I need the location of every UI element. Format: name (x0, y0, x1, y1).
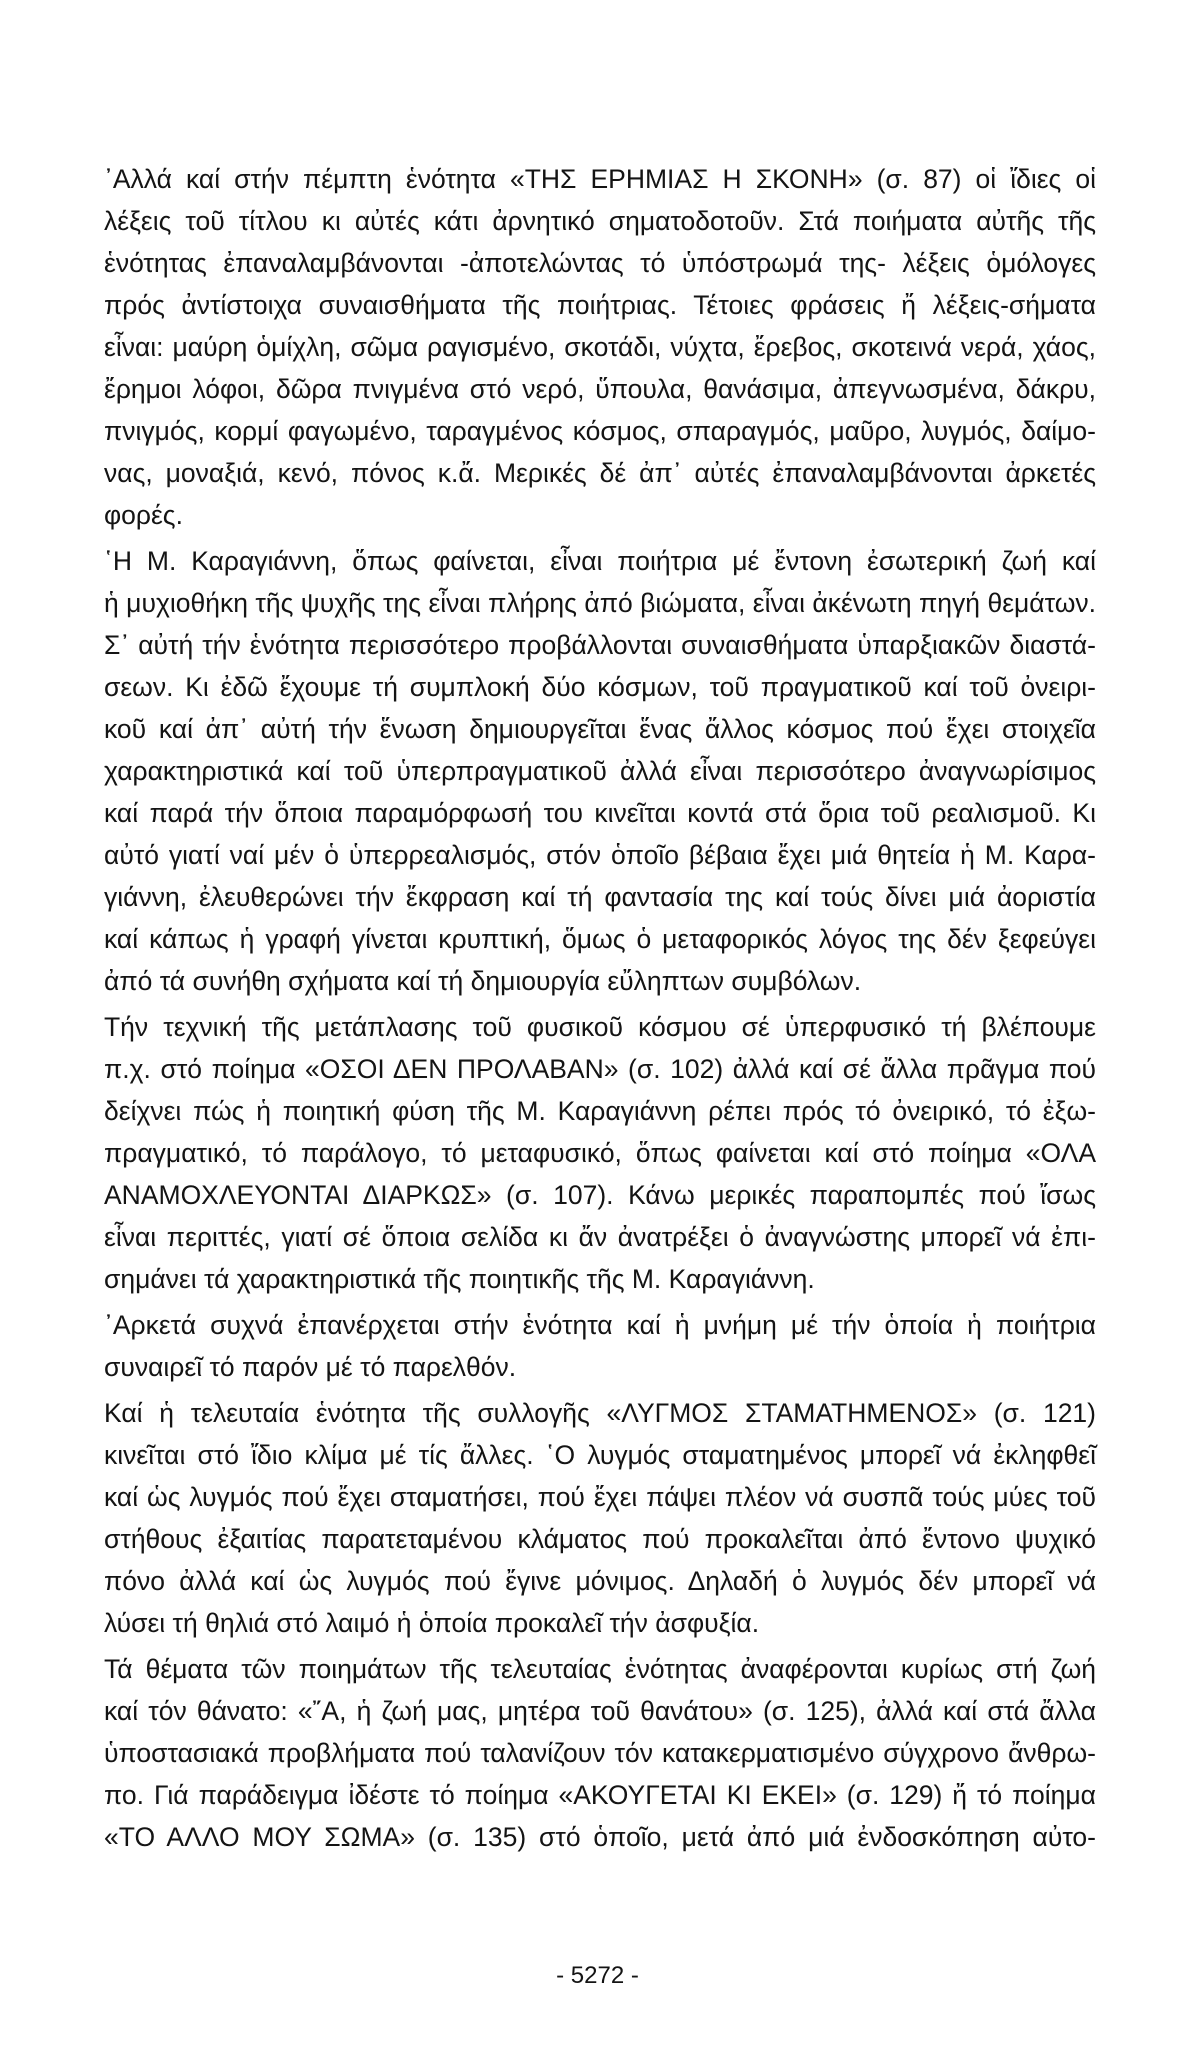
text-line: δείχνει πώς ἡ ποιητική φύση τῆς Μ. Καραγιάννη ρέπει πρός τό ὀνειρικό, τό ἐξω- (104, 1096, 1096, 1126)
text-line: πραγματικό, τό παράλογο, τό μεταφυσικό, ὅπως φαίνεται καί στό ποίημα «ΟΛΑ (104, 1138, 1096, 1168)
text-line: κοῦ καί ἀπ᾿ αὐτή τήν ἕνωση δημιουργεῖται ἕνας ἄλλος κόσμος πού ἔχει στοιχεῖα (104, 714, 1096, 744)
text-line: Τήν τεχνική τῆς μετάπλασης τοῦ φυσικοῦ κόσμου σέ ὑπερφυσικό τή βλέπουμε (104, 1012, 1096, 1042)
text-line: ὑποστασιακά προβλήματα πού ταλανίζουν τόν κατακερματισμένο σύγχρονο ἄνθρω- (104, 1738, 1096, 1768)
text-line: πόνο ἀλλά καί ὡς λυγμός πού ἔγινε μόνιμος. Δηλαδή ὁ λυγμός δέν μπορεῖ νά (104, 1566, 1096, 1596)
text-line: αὐτό γιατί ναί μέν ὁ ὑπερρεαλισμός, στόν ὁποῖο βέβαια ἔχει μιά θητεία ἡ Μ. Καρα- (104, 840, 1096, 870)
text-line: Τά θέματα τῶν ποιημάτων τῆς τελευταίας ἑνότητας ἀναφέρονται κυρίως στή ζωή (104, 1654, 1096, 1684)
text-line: νας, μοναξιά, κενό, πόνος κ.ἄ. Μερικές δέ ἀπ᾿ αὐτές ἐπαναλαμβάνονται ἀρκετές (104, 458, 1096, 488)
body-text (104, 158, 1096, 1858)
text-line: σεων. Κι ἐδῶ ἔχουμε τή συμπλοκή δύο κόσμων, τοῦ πραγματικοῦ καί τοῦ ὀνειρι- (104, 672, 1096, 702)
text-line: εἶναι: μαύρη ὁμίχλη, σῶμα ραγισμένο, σκοτάδι, νύχτα, ἔρεβος, σκοτεινά νερά, χάος, (104, 332, 1096, 362)
text-line: πο. Γιά παράδειγμα ἰδέστε τό ποίημα «ΑΚΟΥΓΕΤΑΙ ΚΙ ΕΚΕΙ» (σ. 129) ἤ τό ποίημα (104, 1780, 1096, 1810)
text-line: καί ὡς λυγμός πού ἔχει σταματήσει, πού ἔχει πάψει πλέον νά συσπᾶ τούς μύες τοῦ (104, 1482, 1096, 1512)
text-line: κινεῖται στό ἴδιο κλίμα μέ τίς ἄλλες. ῾Ο λυγμός σταματημένος μπορεῖ νά ἐκληφθεῖ (104, 1440, 1096, 1470)
text-line: ἔρημοι λόφοι, δῶρα πνιγμένα στό νερό, ὕπουλα, θανάσιμα, ἀπεγνωσμένα, δάκρυ, (104, 374, 1096, 404)
text-line: χαρακτηριστικά καί τοῦ ὑπερπραγματικοῦ ἀλλά εἶναι περισσότερο ἀναγνωρίσιμος (104, 756, 1096, 786)
text-line: καί τόν θάνατο: «῎Α, ἡ ζωή μας, μητέρα τοῦ θανάτου» (σ. 125), ἀλλά καί στά ἄλλα (104, 1696, 1096, 1726)
text-line: Καί ἡ τελευταία ἑνότητα τῆς συλλογῆς «ΛΥΓΜΟΣ ΣΤΑΜΑΤΗΜΕΝΟΣ» (σ. 121) (104, 1398, 1096, 1428)
text-line: λύσει τή θηλιά στό λαιμό ἡ ὁποία προκαλεῖ τήν ἀσφυξία. (104, 1608, 760, 1638)
text-line: ἡ μυχιοθήκη τῆς ψυχῆς της εἶναι πλήρης ἀπό βιώματα, εἶναι ἀκένωτη πηγή θεμάτων. (104, 588, 1096, 618)
text-line: πνιγμός, κορμί φαγωμένο, ταραγμένος κόσμος, σπαραγμός, μαῦρο, λυγμός, δαίμο- (104, 416, 1096, 446)
text-line: συναιρεῖ τό παρόν μέ τό παρελθόν. (104, 1352, 517, 1382)
text-line: στήθους ἐξαιτίας παρατεταμένου κλάματος πού προκαλεῖται ἀπό ἔντονο ψυχικό (104, 1524, 1096, 1554)
text-line: π.χ. στό ποίημα «ΟΣΟΙ ΔΕΝ ΠΡΟΛΑΒΑΝ» (σ. 102) ἀλλά καί σέ ἄλλα πρᾶγμα πού (104, 1054, 1096, 1084)
text-line: καί παρά τήν ὅποια παραμόρφωσή του κινεῖται κοντά στά ὅρια τοῦ ρεαλισμοῦ. Κι (104, 798, 1096, 828)
text-line: ΑΝΑΜΟΧΛΕΥΟΝΤΑΙ ΔΙΑΡΚΩΣ» (σ. 107). Κάνω μερικές παραπομπές πού ἴσως (104, 1180, 1096, 1210)
text-line: ᾿Αλλά καί στήν πέμπτη ἑνότητα «ΤΗΣ ΕΡΗΜΙΑΣ Η ΣΚΟΝΗ» (σ. 87) οἱ ἴδιες οἱ (104, 164, 1096, 194)
text-line: λέξεις τοῦ τίτλου κι αὐτές κάτι ἀρνητικό σηματοδοτοῦν. Στά ποιήματα αὐτῆς τῆς (104, 206, 1096, 236)
text-line: φορές. (104, 500, 183, 530)
text-line: ἀπό τά συνήθη σχήματα καί τή δημιουργία εὔληπτων συμβόλων. (104, 966, 862, 996)
text-line: καί κάπως ἡ γραφή γίνεται κρυπτική, ὅμως ὁ μεταφορικός λόγος της δέν ξεφεύγει (104, 924, 1096, 954)
text-line: ῾Η Μ. Καραγιάννη, ὅπως φαίνεται, εἶναι ποιήτρια μέ ἔντονη ἐσωτερική ζωή καί (104, 546, 1096, 576)
text-line: «ΤΟ ΑΛΛΟ ΜΟΥ ΣΩΜΑ» (σ. 135) στό ὁποῖο, μετά ἀπό μιά ἐνδοσκόπηση αὐτο- (104, 1822, 1096, 1852)
text-line: Σ᾿ αὐτή τήν ἑνότητα περισσότερο προβάλλονται συναισθήματα ὑπαρξιακῶν διαστά- (104, 630, 1096, 660)
page-number: - 5272 - (556, 1962, 639, 1989)
text-line: ἑνότητας ἐπαναλαμβάνονται -ἀποτελώντας τό ὑπόστρωμά της- λέξεις ὁμόλογες (104, 248, 1096, 278)
text-line: εἶναι περιττές, γιατί σέ ὅποια σελίδα κι ἄν ἀνατρέξει ὁ ἀναγνώστης μπορεῖ νά ἐπι- (104, 1222, 1096, 1252)
text-line: πρός ἀντίστοιχα συναισθήματα τῆς ποιήτριας. Τέτοιες φράσεις ἤ λέξεις-σήματα (104, 290, 1096, 320)
text-line: ᾿Αρκετά συχνά ἐπανέρχεται στήν ἑνότητα καί ἡ μνήμη μέ τήν ὁποία ἡ ποιήτρια (104, 1310, 1096, 1340)
text-line: σημάνει τά χαρακτηριστικά τῆς ποιητικῆς τῆς Μ. Καραγιάννη. (104, 1264, 815, 1294)
text-line: γιάννη, ἐλευθερώνει τήν ἔκφραση καί τή φαντασία της καί τούς δίνει μιά ἀοριστία (104, 882, 1096, 912)
